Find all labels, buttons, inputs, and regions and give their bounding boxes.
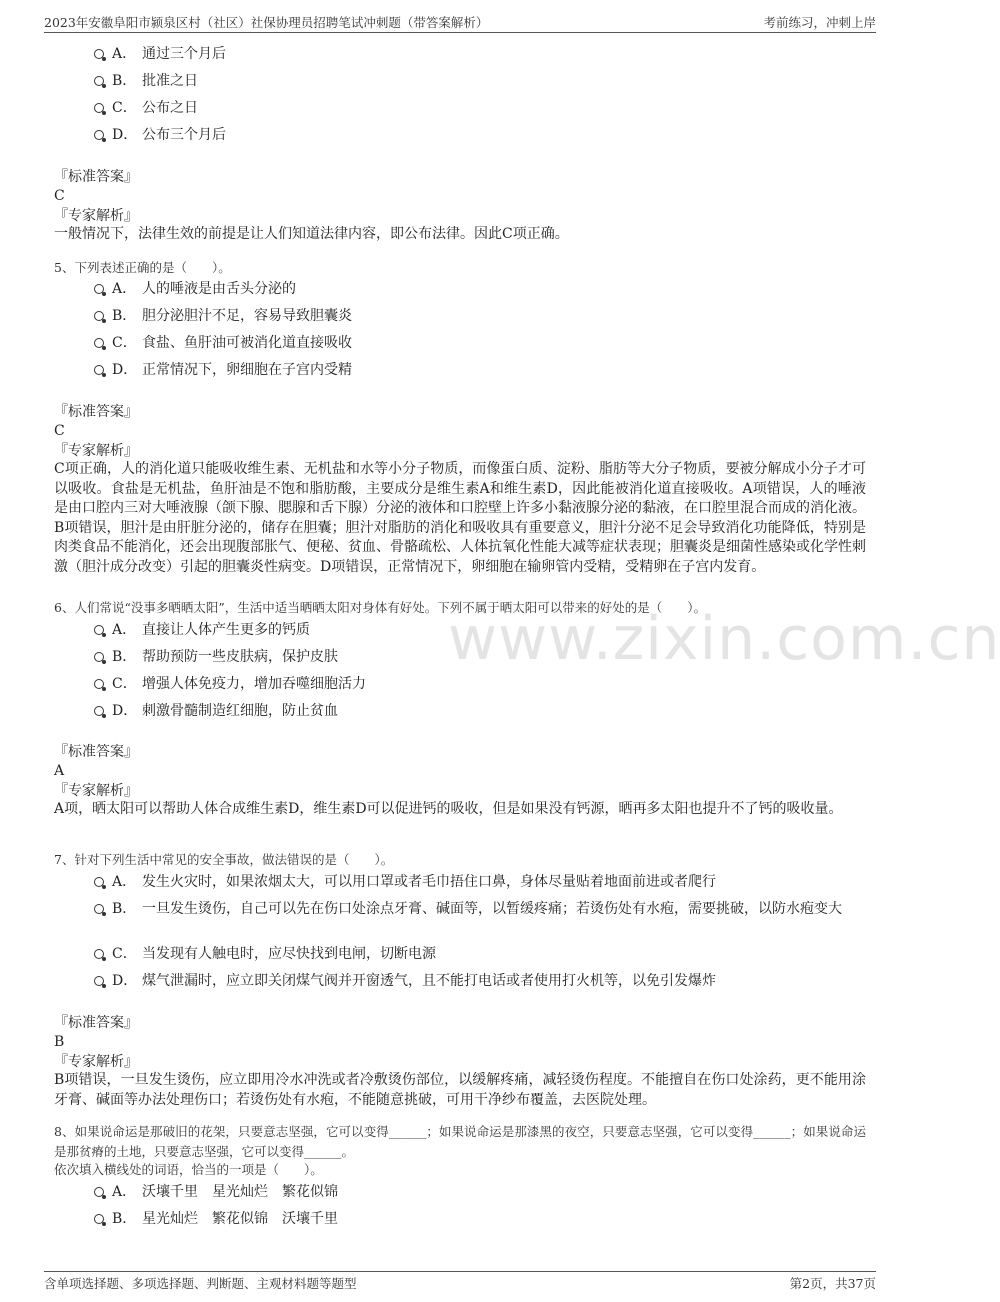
q7-option-b[interactable]: B． 一旦发生烫伤，自己可以先在伤口处涂点牙膏、碱面等，以暂缓疼痛；若烫伤处有水疱，需要挑破，以防水疱变大: [94, 897, 864, 921]
q6-option-a[interactable]: A． 直接让人体产生更多的钙质: [94, 618, 310, 642]
q4-option-d[interactable]: D． 公布三个月后: [94, 123, 226, 147]
radio-icon[interactable]: [94, 1187, 104, 1197]
q4-option-b[interactable]: B． 批准之日: [94, 69, 198, 93]
radio-icon[interactable]: [94, 365, 104, 375]
q6-analysis-label: 『专家解析』: [54, 783, 138, 799]
page-header: [44, 10, 876, 33]
q5-analysis-label: 『专家解析』: [54, 443, 138, 459]
q6-question: 6、人们常说“没事多晒晒太阳”，生活中适当晒晒太阳对身体有好处。下列不属于晒太阳可以带来的好处的是（ ）。: [54, 600, 706, 615]
q7-question: 7、针对下列生活中常见的安全事故，做法错误的是（ ）。: [54, 852, 394, 867]
watermark: www.zixin.com.cn: [448, 604, 1000, 674]
radio-icon[interactable]: [94, 284, 104, 294]
q5-analysis: C项正确，人的消化道只能吸收维生素、无机盐和水等小分子物质，而像蛋白质、淀粉、脂肪等大分子物质，要被分解成小分子才可以吸收。食盐是无机盐，鱼肝油是不饱和脂肪酸，主要成分是维生素A和维生素D，因此能被消化道直接吸收。A项错误，人的唾液是由口腔内三对大唾液腺（颌下腺、腮腺和舌下腺）分泌的液体和口腔壁上许多小黏液腺分泌的黏液，在口腔里混合而成的消化液。B项错误，胆汁是由肝脏分泌的，储存在胆囊；胆汁对脂肪的消化和吸收具有重要意义，胆汁分泌不足会导致消化功能降低，特别是肉类食品不能消化，还会出现腹部胀气、便秘、贫血、骨骼疏松、人体抗氧化性能大减等症状表现；胆囊炎是细菌性感染或化学性刺激（胆汁成分改变）引起的胆囊炎性病变。D项错误，正常情况下，卵细胞在输卵管内受精，受精卵在子宫内发育。: [54, 461, 866, 575]
radio-icon[interactable]: [94, 625, 104, 635]
q6-option-b[interactable]: B． 帮助预防一些皮肤病，保护皮肤: [94, 645, 338, 669]
q8-question-prompt: 依次填入横线处的词语，恰当的一项是（ ）。: [54, 1162, 323, 1177]
q6-analysis: A项，晒太阳可以帮助人体合成维生素D，维生素D可以促进钙的吸收，但是如果没有钙源，晒再多太阳也提升不了钙的吸收量。: [54, 801, 843, 817]
q6-answer: A: [54, 763, 65, 779]
header-title: 2023年安徽阜阳市颍泉区村（社区）社保协理员招聘笔试冲刺题（带答案解析）: [44, 15, 489, 30]
radio-icon[interactable]: [94, 311, 104, 321]
q4-answer: C: [54, 188, 65, 204]
q6-option-c[interactable]: C． 增强人体免疫力，增加吞噬细胞活力: [94, 672, 366, 696]
q5-option-c[interactable]: C． 食盐、鱼肝油可被消化道直接吸收: [94, 331, 352, 355]
radio-icon[interactable]: [94, 338, 104, 348]
radio-icon[interactable]: [94, 949, 104, 959]
q8-option-b[interactable]: B． 星光灿烂 繁花似锦 沃壤千里: [94, 1207, 338, 1231]
q4-analysis-label: 『专家解析』: [54, 208, 138, 224]
q5-answer: C: [54, 423, 65, 439]
q7-analysis: B项错误，一旦发生烫伤，应立即用冷水冲洗或者冷敷烫伤部位，以缓解疼痛，减轻烫伤程度。不能擅自在伤口处涂药，更不能用涂牙膏、碱面等办法处理伤口；若烫伤处有水疱，不能随意挑破，可用干净纱布覆盖，去医院处理。: [54, 1072, 866, 1108]
q5-option-b[interactable]: B． 胆分泌胆汁不足，容易导致胆囊炎: [94, 304, 352, 328]
radio-icon[interactable]: [94, 1214, 104, 1224]
q4-analysis: 一般情况下，法律生效的前提是让人们知道法律内容，即公布法律。因此C项正确。: [54, 226, 569, 242]
q7-answer-label: 『标准答案』: [54, 1015, 138, 1031]
q8-option-a[interactable]: A． 沃壤千里 星光灿烂 繁花似锦: [94, 1180, 338, 1204]
q5-answer-label: 『标准答案』: [54, 404, 138, 420]
radio-icon[interactable]: [94, 130, 104, 140]
q8-question: 8、如果说命运是那破旧的花架，只要意志坚强，它可以变得______；如果说命运是那漆黑的夜空，只要意志坚强，它可以变得______；如果说命运是那贫瘠的土地，只要意志坚强，它可以变得______。: [54, 1124, 866, 1159]
q7-option-a[interactable]: A． 发生火灾时，如果浓烟太大，可以用口罩或者毛巾捂住口鼻，身体尽量贴着地面前进或者爬行: [94, 870, 716, 894]
radio-icon[interactable]: [94, 904, 104, 914]
radio-icon[interactable]: [94, 976, 104, 986]
q5-option-d[interactable]: D． 正常情况下，卵细胞在子宫内受精: [94, 358, 352, 382]
radio-icon[interactable]: [94, 679, 104, 689]
q5-question: 5、下列表述正确的是（ ）。: [54, 260, 231, 275]
radio-icon[interactable]: [94, 706, 104, 716]
q5-option-a[interactable]: A． 人的唾液是由舌头分泌的: [94, 277, 296, 301]
q4-answer-label: 『标准答案』: [54, 169, 138, 185]
radio-icon[interactable]: [94, 76, 104, 86]
q4-option-c[interactable]: C． 公布之日: [94, 96, 198, 120]
header-slogan: 考前练习，冲刺上岸: [763, 15, 876, 30]
q7-analysis-label: 『专家解析』: [54, 1054, 138, 1070]
q6-answer-label: 『标准答案』: [54, 744, 138, 760]
page-number: 第2页，共37页: [789, 1276, 876, 1291]
page-footer: [44, 1271, 876, 1294]
q6-option-d[interactable]: D． 刺激骨髓制造红细胞，防止贫血: [94, 699, 338, 723]
footer-note: 含单项选择题、多项选择题、判断题、主观材料题等题型: [44, 1276, 357, 1291]
radio-icon[interactable]: [94, 652, 104, 662]
q4-option-a[interactable]: A． 通过三个月后: [94, 42, 226, 66]
radio-icon[interactable]: [94, 103, 104, 113]
q7-option-c[interactable]: C． 当发现有人触电时，应尽快找到电闸，切断电源: [94, 942, 436, 966]
radio-icon[interactable]: [94, 877, 104, 887]
q7-option-d[interactable]: D． 煤气泄漏时，应立即关闭煤气阀并开窗透气，且不能打电话或者使用打火机等，以免引发爆炸: [94, 969, 716, 993]
q7-answer: B: [54, 1034, 65, 1050]
radio-icon[interactable]: [94, 49, 104, 59]
